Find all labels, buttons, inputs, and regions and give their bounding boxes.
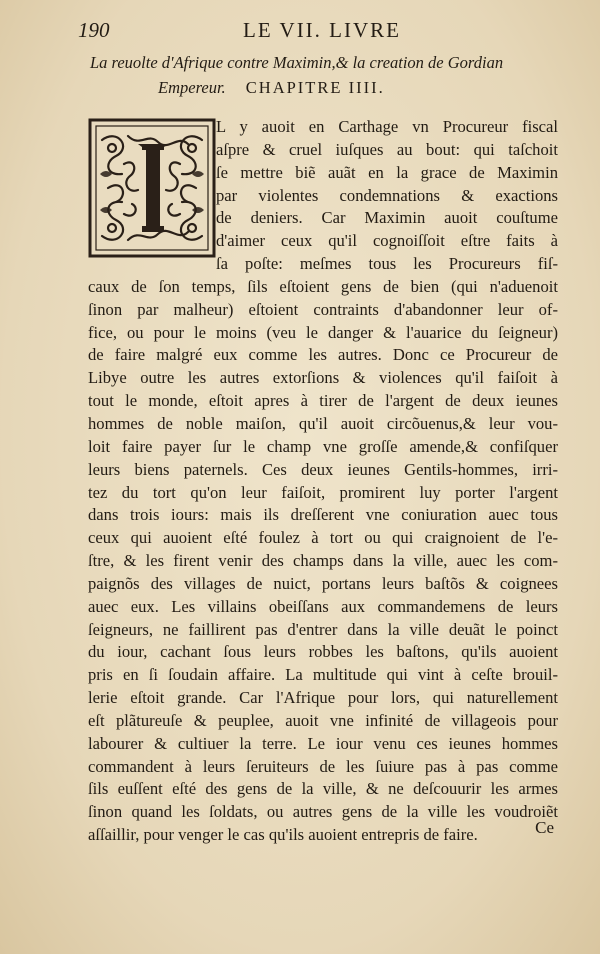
text-line: auec eux. Les villains obeiſſans aux commandemens de leurs — [88, 596, 558, 616]
text-line: par violentes condemnations & exactions — [216, 185, 558, 205]
text-line: commandent à leurs ſeruiteurs de les ſuiure pas à pas comme — [88, 756, 558, 776]
chapter-title-line-2 — [90, 75, 560, 100]
text-line: paignõs des villages de nuict, portans leurs baſtõs & coignees — [88, 573, 558, 593]
text-line: tout le monde, eſtoit apres à tirer de l'argent de deux ieunes — [88, 391, 558, 411]
text-line: labourer & cultiuer la terre. Le iour venu ces ieunes hommes — [88, 733, 558, 753]
chapter-title-end: Empereur. — [158, 78, 226, 97]
catchword: Ce — [535, 818, 554, 837]
running-head: LE VII. LIVRE — [243, 18, 401, 42]
text-line: aſpre & cruel iuſques au bout: qui taſchoit — [216, 139, 558, 159]
text-line: ſils euſſent eſté des gens de la ville, & ne deſcouurir les armes — [88, 779, 558, 799]
text-line: du iour, cachant ſous leurs robbes les baſtons, qu'ils auoient — [88, 642, 558, 662]
text-line: eſt plãtureuſe & peuplee, auoit vne infinité de villageois pour — [88, 710, 558, 730]
text-line: pris en ſi ſoudain affaire. La multitude qui vint à ceſte brouil- — [88, 665, 558, 685]
text-line: ſinon quand les ſoldats, ou autres gens de la ville les voudroiẽt — [88, 802, 558, 822]
text-line: ſinon par malheur) eſtoient contraints d'abandonner leur of- — [88, 299, 558, 319]
chapter-title-line-1: La reuolte d'Afrique contre Maximin,& la creation de Gordian — [90, 53, 504, 72]
text-line: ceux qui auoient eſté foulez à tort ou qui craignoient de l'e- — [88, 528, 558, 548]
text-line: hommes de noble maiſon, qu'il auoit circõuenus,& leur vou- — [88, 413, 558, 433]
text-line: ſa poſte: meſmes tous les Procureurs fiſ- — [216, 254, 558, 274]
chapter-heading — [90, 50, 560, 100]
text-line: ſeigneurs, ne faillirent pas d'entrer dans la ville deuãt le poinct — [88, 619, 558, 639]
body-text — [88, 116, 558, 847]
text-line: lerie eſtoit grande. Car l'Afrique pour lors, qui naturellement — [88, 688, 558, 708]
text-line: dans trois iours: mais ils dreſſerent vne coniuration auec tous — [88, 505, 558, 525]
text-line: leurs biens paternels. Ces deux ieunes Gentils-hommes, irri- — [88, 459, 558, 479]
text-line: aſſaillir, pour venger le cas qu'ils auoient entrepris de faire. — [88, 825, 478, 845]
text-line: tez du tort qu'on leur faiſoit, promirent luy porter l'argent — [88, 482, 558, 502]
text-line: ſtre, & les firent venir des champs dans la ville, auec les com- — [88, 551, 558, 571]
text-line: de faire malgré eux comme les autres. Donc ce Procureur de — [88, 345, 558, 365]
text-line: d'aimer ceux qu'il cognoiſſoit eſtre faits à — [216, 231, 558, 251]
text-line: fice, ou pour le moins (veu le danger & l'auarice du ſeigneur) — [88, 322, 558, 342]
text-line: L y auoit en Carthage vn Procureur fiscal — [216, 117, 558, 136]
chapter-label: CHAPITRE IIII. — [245, 78, 385, 97]
text-line: ſe mettre biẽ auãt en la grace de Maximin — [216, 162, 558, 182]
page-header — [78, 18, 548, 44]
page-number: 190 — [78, 18, 110, 42]
text-line: caux de ſon temps, ſils eſtoient gens de bien (qui n'aduenoit — [88, 276, 558, 296]
text-line: Libye outre les autres extorſions & violences qu'il faiſoit à — [88, 368, 558, 388]
text-line: de deniers. Car Maximin auoit couſtume — [216, 208, 558, 228]
text-line: loit faire payer ſur le champ vne groſſe amende,& confiſquer — [88, 436, 558, 456]
